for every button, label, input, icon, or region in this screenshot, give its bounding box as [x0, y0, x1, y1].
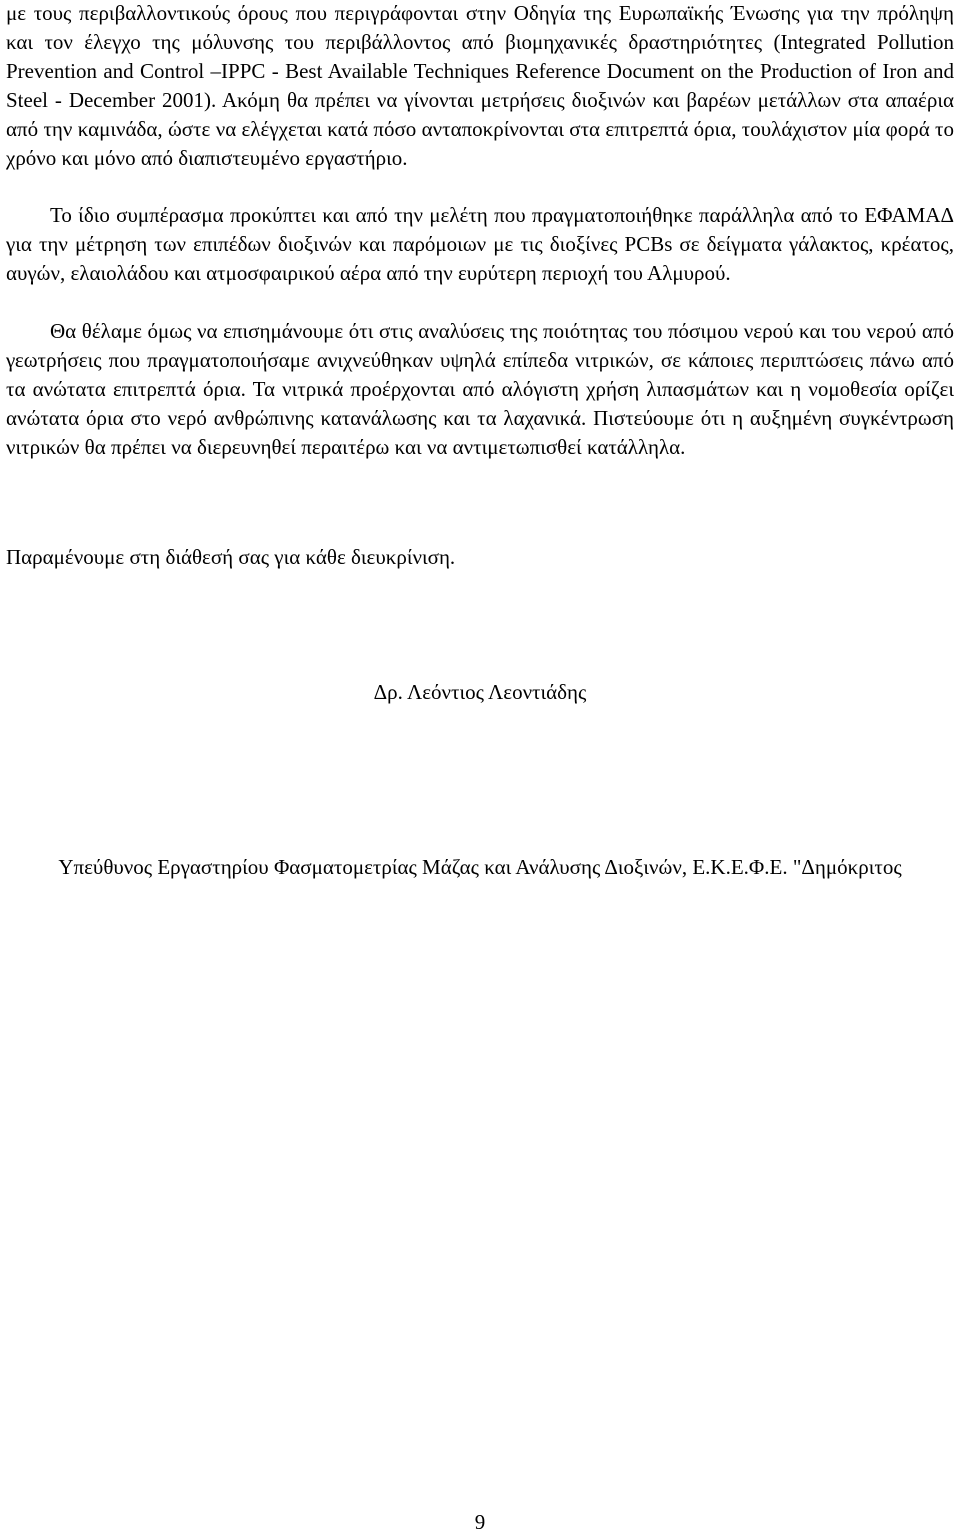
closing-sentence: Παραμένουμε στη διάθεσή σας για κάθε διευκρίνιση.	[6, 545, 456, 569]
page-number: 9	[474, 1510, 486, 1534]
body-paragraph: Θα θέλαμε όμως να επισημάνουμε ότι στις αναλύσεις της ποιότητας του πόσιμου νερού και του νερού από γεωτρήσεις που πραγματοποιήσαμε ανιχνεύθηκαν υψηλά επίπεδα νιτρικών, σε κάποιες περιπτώσεις πάνω από τα ανώτατα επιτρεπτά όρια. Τα νιτρικά προέρχονται από αλόγιστη χρήση λιπασμάτων και η νομοθεσία ορίζει ανώτατα όρια στο νερό ανθρώπινης κατανάλωσης και τα λαχανικά. Πιστεύουμε ότι η αυξημένη συγκέντρωση νιτρικών θα πρέπει να διερευνηθεί περαιτέρω και να αντιμετωπισθεί κατάλληλα.	[6, 319, 954, 459]
signatory-name: Δρ. Λεόντιος Λεοντιάδης	[373, 680, 587, 704]
body-paragraph: με τους περιβαλλοντικούς όρους που περιγράφονται στην Οδηγία της Ευρωπαϊκής Ένωσης για την πρόληψη και τον έλεγχο της μόλυνσης του περιβάλλοντος από βιομηχανικές δραστηριότητες (Integrated Pollution Prevention and Control –IPPC - Best Available Techniques Reference Document on the Production of Iron and Steel - December 2001). Ακόμη θα πρέπει να γίνονται μετρήσεις διοξινών και βαρέων μετάλλων στα απαέρια από την καμινάδα, ώστε να ελέγχεται κατά πόσο ανταποκρίνονται στα επιτρεπτά όρια, τουλάχιστον μία φορά το χρόνο και μόνο από διαπιστευμένο εργαστήριο.	[6, 1, 954, 170]
signatory-title: Υπεύθυνος Εργαστηρίου Φασματομετρίας Μάζας και Ανάλυσης Διοξινών, Ε.Κ.Ε.Φ.Ε. "Δημόκριτος	[58, 855, 902, 879]
body-paragraph: Το ίδιο συμπέρασμα προκύπτει και από την μελέτη που πραγματοποιήθηκε παράλληλα από το ΕΦΑΜΑΔ για την μέτρηση των επιπέδων διοξινών και παρόμοιων με τις διοξίνες PCBs σε δείγματα γάλακτος, κρέατος, αυγών, ελαιολάδου και ατμοσφαιρικού αέρα από την ευρύτερη περιοχή του Αλμυρού.	[6, 203, 954, 285]
